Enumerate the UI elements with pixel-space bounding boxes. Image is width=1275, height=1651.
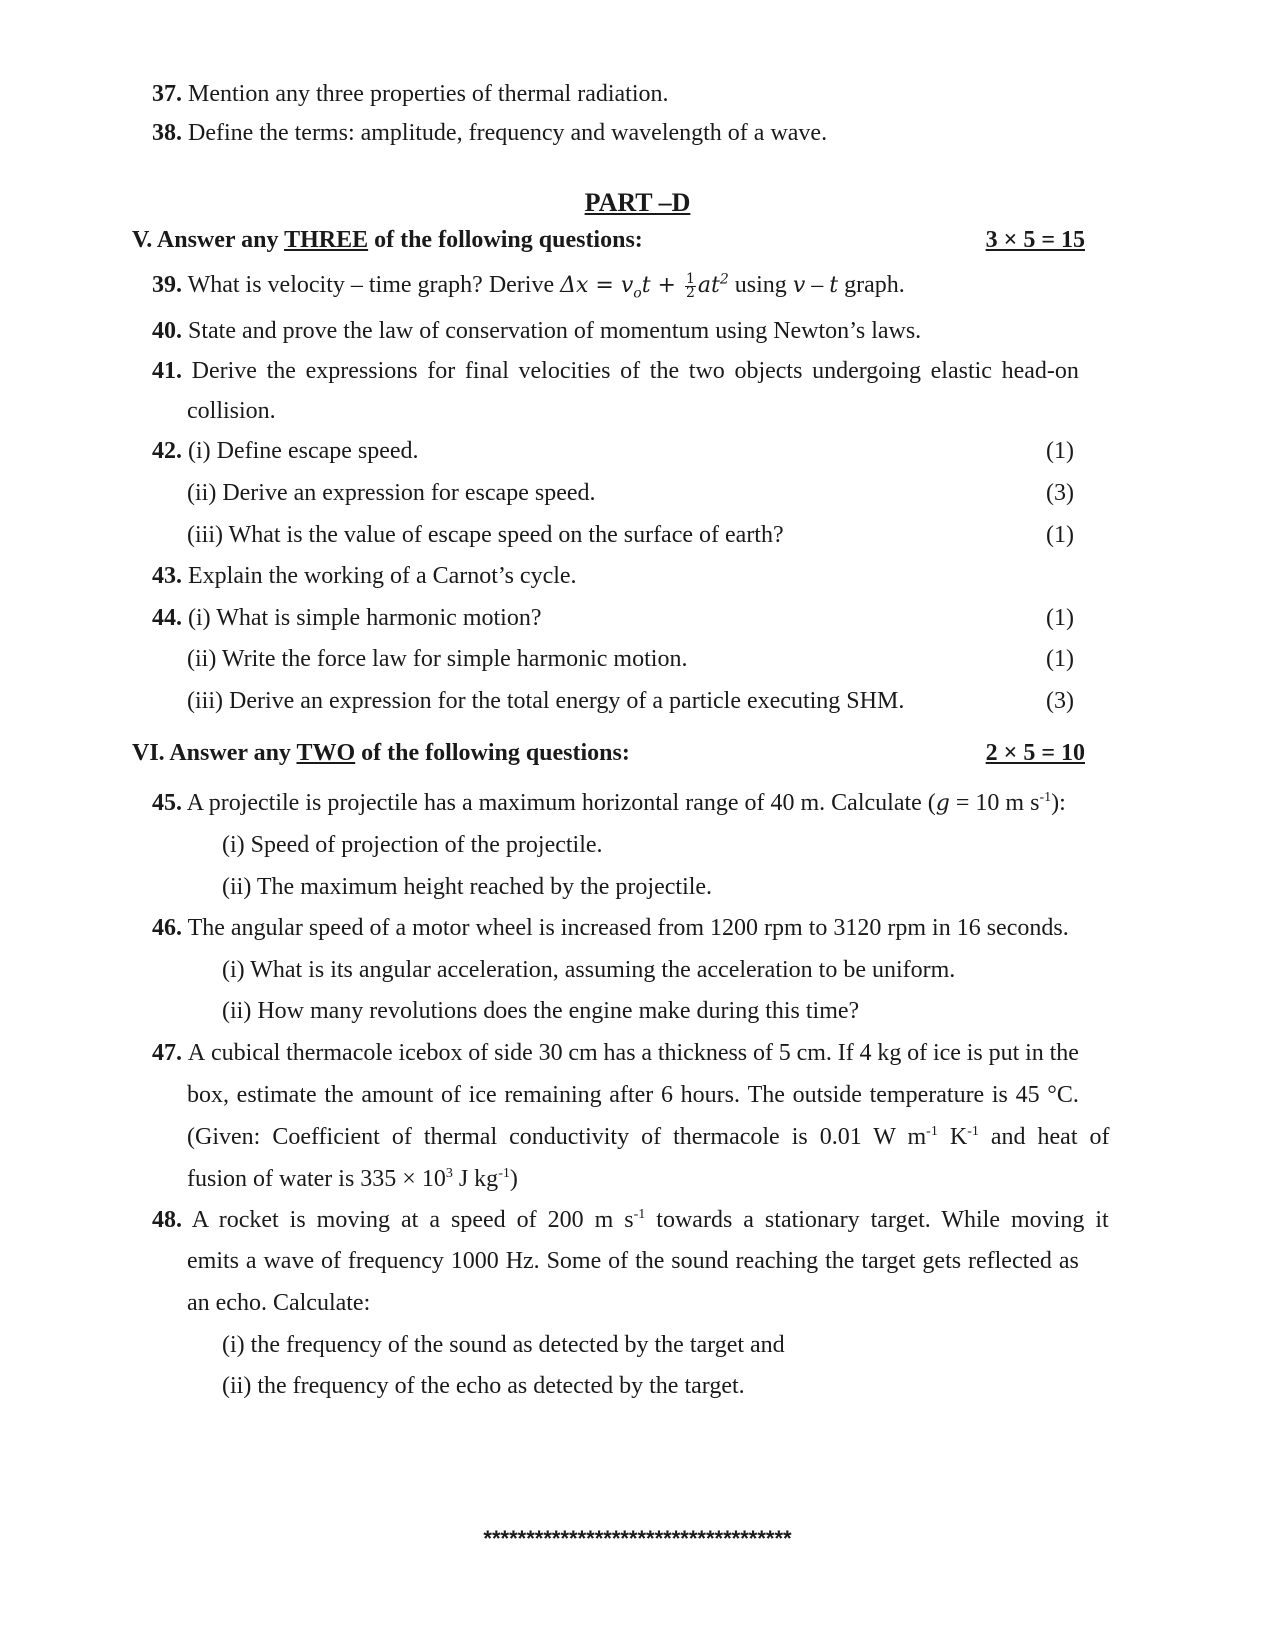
variable-t: t <box>829 273 839 298</box>
word: sound <box>671 1248 729 1274</box>
instruction-prefix: VI. Answer any <box>132 740 297 766</box>
word: the <box>266 358 296 384</box>
word: the <box>1049 1040 1079 1066</box>
word: ice <box>932 1040 961 1066</box>
end-of-paper-marker: ************************************ <box>483 1526 792 1551</box>
question-number: 41. <box>152 358 182 384</box>
marks: (1) <box>1046 646 1074 672</box>
question-text: J kg <box>452 1166 499 1192</box>
word: has <box>603 1040 636 1066</box>
justified-line <box>187 1246 1079 1276</box>
question-number: 38. <box>152 120 182 146</box>
question-number: 46. <box>152 915 182 941</box>
question-text: What is velocity – time graph? Derive <box>187 272 561 298</box>
word: 5 <box>778 1040 791 1066</box>
question-47-line-2 <box>187 1080 1079 1110</box>
word: expressions <box>305 358 418 384</box>
word: as <box>1058 1248 1079 1274</box>
section-v-heading <box>132 225 1085 255</box>
word: reaching <box>735 1248 819 1274</box>
word: two <box>688 358 725 384</box>
question-text: towards a stationary target. While moving it <box>645 1207 1109 1233</box>
question-number: 37. <box>152 81 182 107</box>
word: cm <box>568 1040 598 1066</box>
question-48-line-3: an echo. Calculate: <box>187 1290 371 1316</box>
question-42 <box>152 436 419 466</box>
question-text: graph. <box>838 272 905 298</box>
question-text: K <box>937 1124 968 1150</box>
question-part: (i) Speed of projection of the projectile. <box>222 832 603 858</box>
word: reflected <box>968 1248 1052 1274</box>
word: gets <box>922 1248 962 1274</box>
question-part: (ii) How many revolutions does the engine make during this time? <box>222 998 860 1024</box>
question-48 <box>152 1205 1109 1235</box>
word: of <box>608 1248 629 1274</box>
question-number: 45. <box>152 790 182 816</box>
question-number: 40. <box>152 318 182 344</box>
word: °C. <box>1047 1082 1079 1108</box>
eq-superscript: 2 <box>719 271 729 288</box>
question-text: = 10 m s <box>949 790 1040 816</box>
superscript: -1 <box>633 1207 646 1222</box>
question-44 <box>152 603 541 633</box>
question-text: A rocket is moving at a speed of 200 m s <box>191 1207 634 1233</box>
question-part: (i) What is simple harmonic motion? <box>188 605 542 631</box>
section-vi-instruction <box>132 738 630 768</box>
question-part: (i) the frequency of the sound as detected by the target and <box>222 1332 785 1358</box>
word: ice <box>468 1082 497 1108</box>
word: Some <box>546 1248 602 1274</box>
word: icebox <box>398 1040 463 1066</box>
question-46 <box>152 913 1069 943</box>
word: box, <box>187 1082 229 1108</box>
word: thickness <box>657 1040 748 1066</box>
question-41 <box>152 356 1079 386</box>
word: target <box>861 1248 916 1274</box>
question-part: (ii) The maximum height reached by the projectile. <box>222 874 713 900</box>
section-vi-marks: 2 × 5 = 10 <box>985 740 1085 766</box>
question-41-line-2: collision. <box>187 398 276 424</box>
fraction-half <box>685 270 696 301</box>
question-part: (i) Define escape speed. <box>188 438 419 464</box>
word: of <box>620 358 641 384</box>
question-number: 48. <box>152 1207 182 1233</box>
question-part: (ii) the frequency of the echo as detected by the target. <box>222 1373 745 1399</box>
question-text: using <box>728 272 793 298</box>
instruction-emphasis: TWO <box>296 740 356 766</box>
word: head-on <box>1001 358 1079 384</box>
eq-part: at <box>697 273 720 298</box>
question-text: ): <box>1051 790 1066 816</box>
word: of <box>321 1248 342 1274</box>
question-47-line-3 <box>187 1122 1110 1152</box>
question-text: Explain the working of a Carnot’s cycle. <box>188 563 577 589</box>
question-37 <box>152 79 669 109</box>
question-part: (ii) Write the force law for simple harmonic motion. <box>187 646 688 672</box>
question-text: ) <box>509 1166 518 1192</box>
word: put <box>988 1040 1020 1066</box>
part-title-text: PART –D <box>584 188 691 217</box>
question-number: 39. <box>152 272 182 298</box>
word: The <box>747 1082 785 1108</box>
word: amount <box>361 1082 434 1108</box>
question-43 <box>152 561 577 591</box>
instruction-emphasis: THREE <box>284 227 369 253</box>
word: If <box>837 1040 854 1066</box>
word: is <box>966 1040 983 1066</box>
word: estimate <box>236 1082 317 1108</box>
question-47 <box>152 1038 1079 1068</box>
word: 45 <box>1015 1082 1040 1108</box>
word: remaining <box>504 1082 602 1108</box>
question-45 <box>152 788 1066 819</box>
word: the <box>825 1248 855 1274</box>
instruction-prefix: V. Answer any <box>132 227 285 253</box>
word: elastic <box>930 358 992 384</box>
word: 4 <box>859 1040 872 1066</box>
word: 30 <box>538 1040 563 1066</box>
question-text: The angular speed of a motor wheel is increased from 1200 rpm to 3120 rpm in 16 seconds. <box>187 915 1069 941</box>
question-text: and heat of <box>978 1124 1110 1150</box>
word: thermacole <box>286 1040 393 1066</box>
word: frequency <box>347 1248 444 1274</box>
question-47-line-4 <box>187 1164 518 1194</box>
question-number: 42. <box>152 438 182 464</box>
question-text: (Given: Coefficient of thermal conductivity of thermacole is 0.01 W m <box>187 1124 927 1150</box>
word: objects <box>734 358 803 384</box>
instruction-suffix: of the following questions: <box>355 740 630 766</box>
question-text: – <box>805 272 830 298</box>
question-48-line-2 <box>187 1246 1079 1276</box>
eq-part: t + <box>641 273 683 298</box>
part-title <box>0 187 1275 219</box>
section-v-marks: 3 × 5 = 15 <box>985 227 1085 253</box>
superscript: -1 <box>967 1124 979 1139</box>
word: Derive <box>191 358 257 384</box>
superscript: 3 <box>445 1166 453 1181</box>
word: cm. <box>796 1040 832 1066</box>
superscript: -1 <box>498 1166 510 1181</box>
word: outside <box>792 1082 862 1108</box>
word: final <box>464 358 509 384</box>
eq-part: Δx = v <box>560 273 634 298</box>
word: a <box>245 1248 257 1274</box>
question-number: 47. <box>152 1040 182 1066</box>
word: velocities <box>518 358 611 384</box>
superscript: -1 <box>1039 790 1052 805</box>
question-text: State and prove the law of conservation of momentum using Newton’s laws. <box>188 318 922 344</box>
variable-v: v <box>792 273 806 298</box>
instruction-suffix: of the following questions: <box>368 227 643 253</box>
kinematic-equation <box>560 270 729 302</box>
marks: (3) <box>1046 480 1074 506</box>
word: of <box>468 1040 489 1066</box>
word: in <box>1025 1040 1044 1066</box>
variable-g: g <box>935 791 950 816</box>
marks: (1) <box>1046 438 1074 464</box>
word: of <box>752 1040 773 1066</box>
word: 1000 <box>450 1248 499 1274</box>
word: emits <box>187 1248 239 1274</box>
word: after <box>609 1082 654 1108</box>
superscript: -1 <box>926 1124 938 1139</box>
question-41-line-1 <box>152 356 1079 386</box>
word: A <box>187 1040 206 1066</box>
word: a <box>641 1040 653 1066</box>
fraction-numerator: 1 <box>685 270 695 287</box>
section-vi-heading <box>132 738 1085 768</box>
word: for <box>427 358 456 384</box>
word: kg <box>877 1040 902 1066</box>
question-40 <box>152 316 921 346</box>
word: side <box>494 1040 533 1066</box>
word: cubical <box>210 1040 281 1066</box>
question-part: (i) What is its angular acceleration, assuming the acceleration to be uniform. <box>222 957 956 983</box>
question-text: Mention any three properties of thermal radiation. <box>188 81 669 107</box>
question-part: (ii) Derive an expression for escape speed. <box>187 480 596 506</box>
word: temperature <box>869 1082 985 1108</box>
word: undergoing <box>812 358 921 384</box>
word: 6 <box>660 1082 673 1108</box>
word: wave <box>263 1248 315 1274</box>
word: hours. <box>680 1082 740 1108</box>
marks: (3) <box>1046 688 1074 714</box>
word: Hz. <box>505 1248 540 1274</box>
question-number: 43. <box>152 563 182 589</box>
justified-line <box>187 1080 1079 1110</box>
eq-subscript: o <box>633 285 642 302</box>
word: of <box>907 1040 928 1066</box>
marks: (1) <box>1046 522 1074 548</box>
question-38 <box>152 118 827 148</box>
word: the <box>635 1248 665 1274</box>
question-part: (iii) Derive an expression for the total energy of a particle executing SHM. <box>187 688 905 714</box>
question-text: Define the terms: amplitude, frequency and wavelength of a wave. <box>188 120 828 146</box>
question-text: A projectile is projectile has a maximum horizontal range of 40 m. Calculate ( <box>186 790 936 816</box>
marks: (1) <box>1046 605 1074 631</box>
question-number: 44. <box>152 605 182 631</box>
word: is <box>991 1082 1008 1108</box>
question-part: (iii) What is the value of escape speed on the surface of earth? <box>187 522 784 548</box>
fraction-denominator: 2 <box>685 284 695 301</box>
word: of <box>440 1082 461 1108</box>
question-39 <box>152 270 905 308</box>
question-text: fusion of water is 335 × 10 <box>187 1166 446 1192</box>
word: the <box>649 358 680 384</box>
question-47-line-1 <box>152 1038 1079 1068</box>
section-v-instruction <box>132 225 643 255</box>
word: the <box>324 1082 354 1108</box>
